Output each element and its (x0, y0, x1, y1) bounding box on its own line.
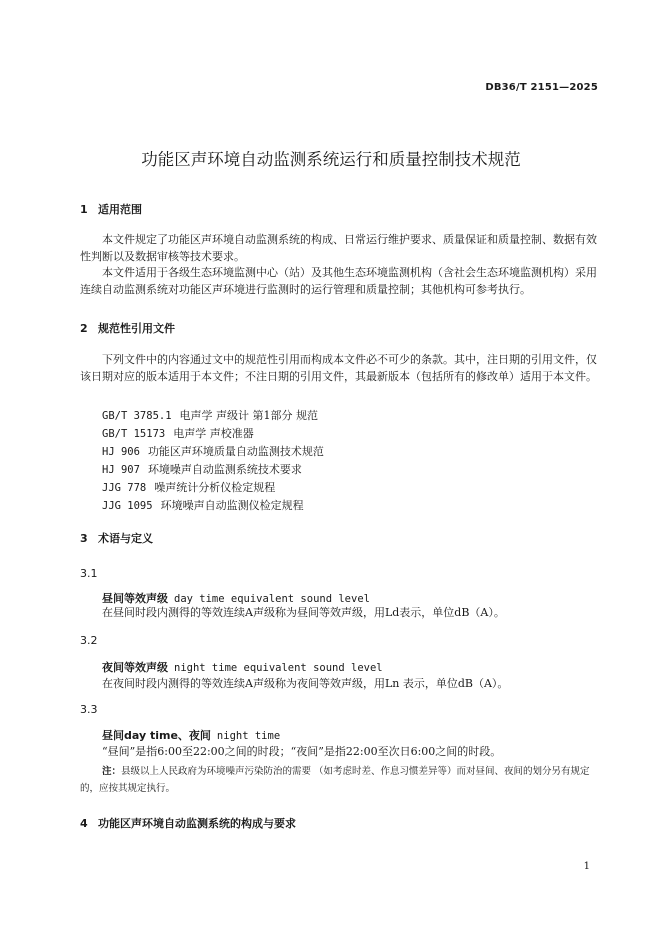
term-number: 3.3 (80, 703, 98, 716)
reference-item (102, 497, 304, 513)
reference-name: 噪声统计分析仪检定规程 (154, 481, 276, 494)
reference-name: 环境噪声自动监测系统技术要求 (147, 463, 302, 476)
section-title: 功能区声环境自动监测系统的构成与要求 (98, 817, 296, 830)
term-chinese: 昼间day time、夜间 (102, 729, 211, 742)
section-2-heading (80, 320, 175, 336)
reference-item (102, 425, 254, 441)
section-4-heading (80, 815, 296, 831)
term-number: 3.2 (80, 634, 98, 647)
document-id: DB36/T 2151—2025 (485, 82, 598, 93)
document-title: 功能区声环境自动监测系统运行和质量控制技术规范 (141, 150, 521, 169)
reference-item (102, 407, 318, 423)
section-1-paragraph-1: 本文件规定了功能区声环境自动监测系统的构成、日常运行维护要求、质量保证和质量控制、数据有效性判断以及数据审核等技术要求。 (80, 233, 597, 263)
term-heading (102, 659, 383, 675)
page-number: 1 (583, 861, 590, 872)
section-1-heading (80, 201, 142, 217)
section-title: 适用范围 (98, 203, 142, 216)
section-number: 3 (80, 532, 88, 545)
reference-code: GB/T 3785.1 (102, 410, 172, 422)
term-english: night time equivalent sound level (174, 662, 383, 674)
section-3-heading (80, 530, 153, 546)
note (80, 763, 600, 797)
reference-code: JJG 1095 (102, 500, 153, 512)
term-heading (102, 590, 370, 606)
reference-name: 环境噪声自动监测仪检定规程 (160, 499, 304, 512)
section-number: 2 (80, 322, 88, 335)
note-label: 注： (102, 766, 122, 777)
term-definition: “昼间”是指6:00至22:00之间的时段；“夜间”是指22:00至次日6:00之间的时段。 (102, 745, 502, 758)
reference-name: 功能区声环境质量自动监测技术规范 (147, 445, 324, 458)
section-title: 术语与定义 (98, 532, 153, 545)
reference-name: 电声学 声校准器 (173, 427, 254, 440)
term-chinese: 昼间等效声级 (102, 592, 168, 605)
reference-item (102, 479, 275, 495)
reference-code: HJ 907 (102, 464, 140, 476)
note-text: 县级以上人民政府为环境噪声污染防治的需要 （如考虑时差、作息习惯差异等）而对昼间、夜间的划分另有规定的，应按其规定执行。 (80, 766, 590, 794)
term-definition: 在夜间时段内测得的等效连续A声级称为夜间等效声级，用Ln 表示，单位dB（A）。 (102, 677, 509, 690)
section-title: 规范性引用文件 (98, 322, 175, 335)
term-english: day time equivalent sound level (174, 593, 370, 605)
term-definition: 在昼间时段内测得的等效连续A声级称为昼间等效声级，用Ld表示，单位dB（A）。 (102, 606, 505, 619)
term-chinese: 夜间等效声级 (102, 661, 168, 674)
reference-code: HJ 906 (102, 446, 140, 458)
term-number: 3.1 (80, 567, 98, 580)
term-english: night time (216, 730, 281, 742)
reference-item (102, 461, 302, 477)
reference-code: JJG 778 (102, 482, 147, 494)
term-heading (102, 727, 280, 743)
section-1-paragraph-2: 本文件适用于各级生态环境监测中心（站）及其他生态环境监测机构（含社会生态环境监测机构）采用连续自动监测系统对功能区声环境进行监测时的运行管理和质量控制；其他机构可参考执行。 (80, 266, 597, 296)
section-number: 1 (80, 203, 88, 216)
section-2-paragraph-1: 下列文件中的内容通过文中的规范性引用而构成本文件必不可少的条款。其中，注日期的引用文件，仅该日期对应的版本适用于本文件；不注日期的引用文件，其最新版本（包括所有的修改单）适用于本文件。 (80, 353, 597, 383)
section-number: 4 (80, 817, 88, 830)
reference-code: GB/T 15173 (102, 428, 166, 440)
reference-name: 电声学 声级计 第1部分 规范 (179, 409, 319, 422)
reference-item (102, 443, 324, 459)
